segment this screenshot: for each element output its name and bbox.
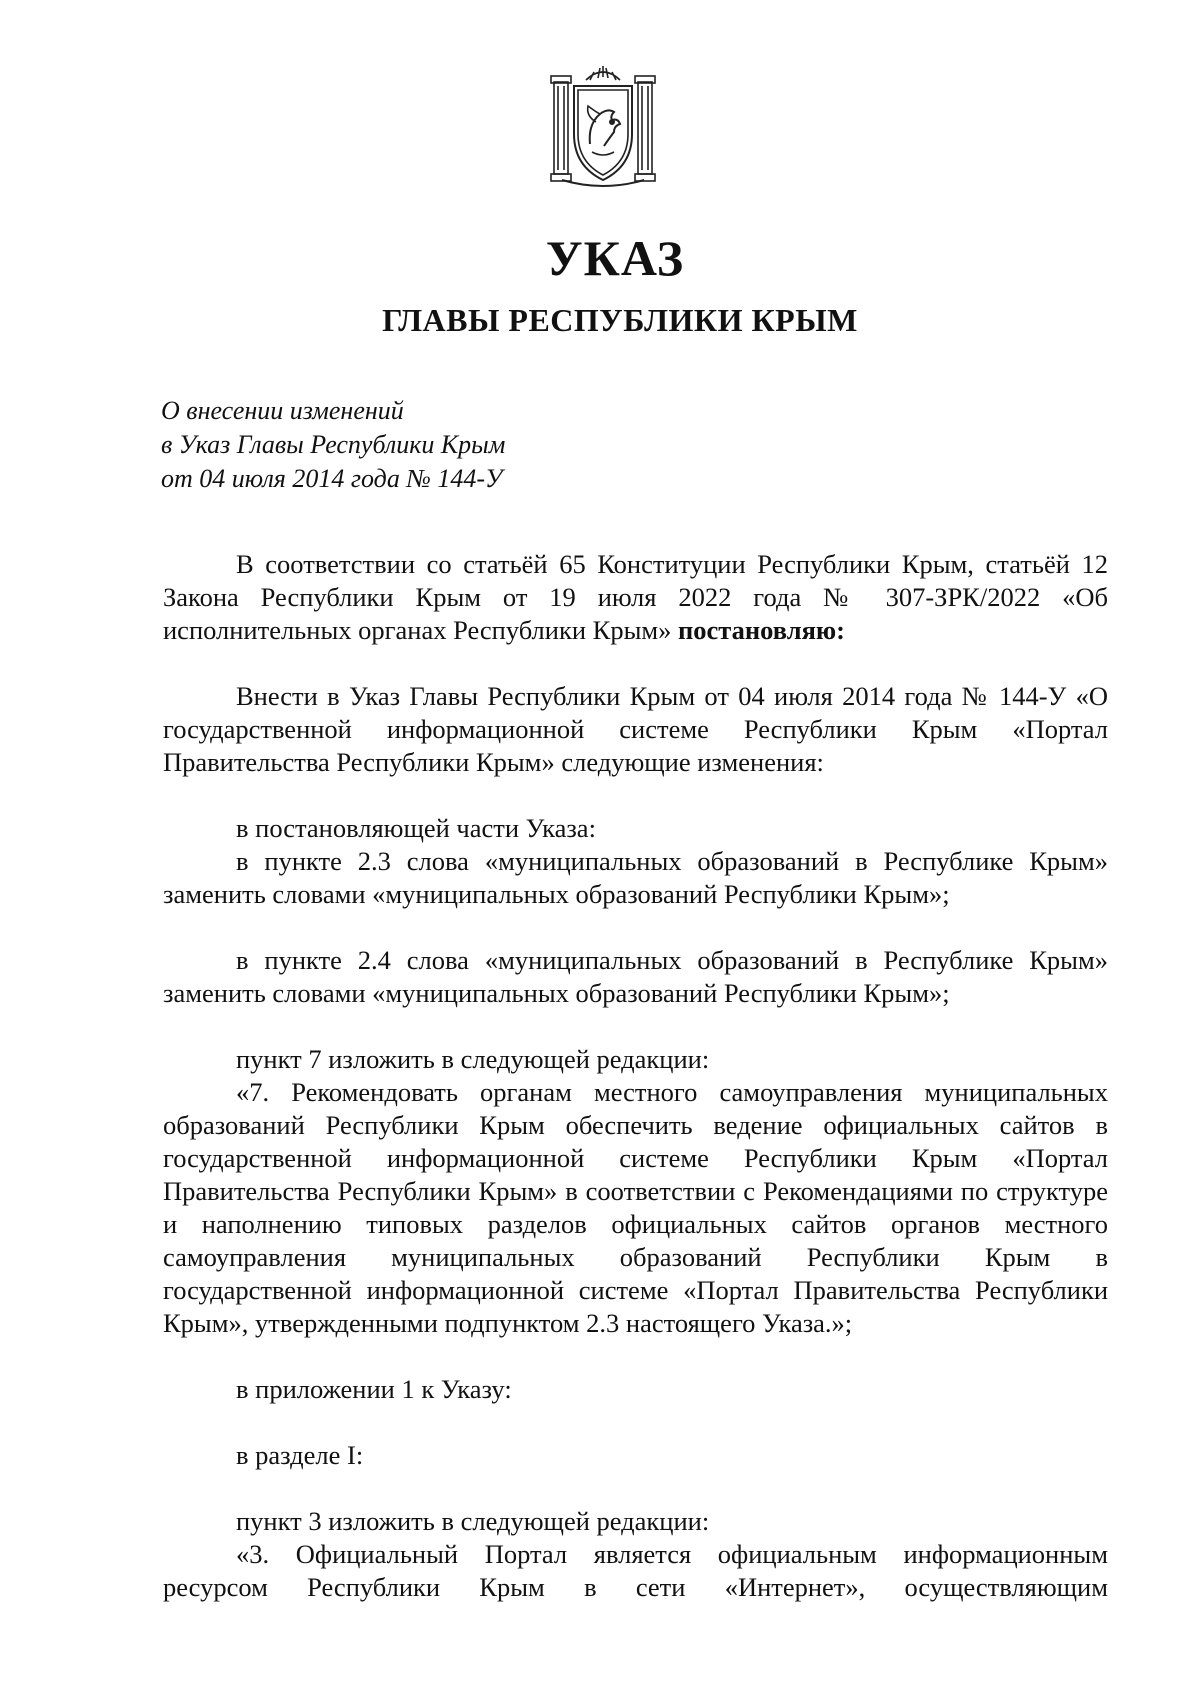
preamble-text: В соответствии со статьёй 65 Конституции Республики Крым, статьёй 12 Закона Республики Крым от 19 июля 2022 года № 307-ЗРК/2022 «Об исполнительных органах Республики Крым» [163, 549, 1108, 645]
body-paragraph: в приложении 1 к Указу: [236, 1374, 512, 1404]
body-paragraph: в разделе I: [236, 1440, 364, 1470]
body-paragraph: в постановляющей части Указа: [236, 813, 596, 843]
preamble-paragraph [163, 548, 1108, 647]
body-paragraph: пункт 3 изложить в следующей редакции: [236, 1506, 710, 1536]
intro-paragraph: Внести в Указ Главы Республики Крым от 04 июля 2014 года № 144-У «О государственной информационной системе Республики Крым «Портал Правительства Республики Крым» следующие изменения: [163, 681, 1108, 777]
body-paragraph: в пункте 2.3 слова «муниципальных образований в Республике Крым» заменить словами «муниципальных образований Республики Крым»; [163, 846, 1108, 909]
subject-line: О внесении изменений [161, 396, 404, 425]
quoted-paragraph: «3. Официальный Портал является официальным информационным ресурсом Республики Крым в сети «Интернет», осуществляющим [163, 1539, 1108, 1602]
document-subject [161, 394, 761, 496]
document-subtitle: ГЛАВЫ РЕСПУБЛИКИ КРЫМ [382, 302, 858, 338]
body-paragraph: пункт 7 изложить в следующей редакции: [236, 1044, 710, 1074]
crimea-coat-of-arms-icon [548, 62, 658, 190]
document-title: УКАЗ [545, 230, 685, 286]
quoted-paragraph: «7. Рекомендовать органам местного самоуправления муниципальных образований Республики Крым обеспечить ведение официальных сайтов в государственной информационной системе Республики Крым «Портал Правительства Республики Крым» в соответствии с Рекомендациями по структуре и наполнению типовых разделов официальных сайтов органов местного самоуправления муниципальных образований Республики Крым в государственной информационной системе «Портал Правительства Республики Крым», утвержденными подпунктом 2.3 настоящего Указа.»; [163, 1077, 1108, 1338]
body-paragraph: в пункте 2.4 слова «муниципальных образований в Республике Крым» заменить словами «муниципальных образований Республики Крым»; [163, 945, 1108, 1008]
subject-line: от 04 июля 2014 года № 144-У [161, 464, 503, 493]
subject-line: в Указ Главы Республики Крым [161, 430, 506, 459]
document-body [163, 548, 1108, 1604]
decree-word: постановляю: [678, 615, 846, 645]
